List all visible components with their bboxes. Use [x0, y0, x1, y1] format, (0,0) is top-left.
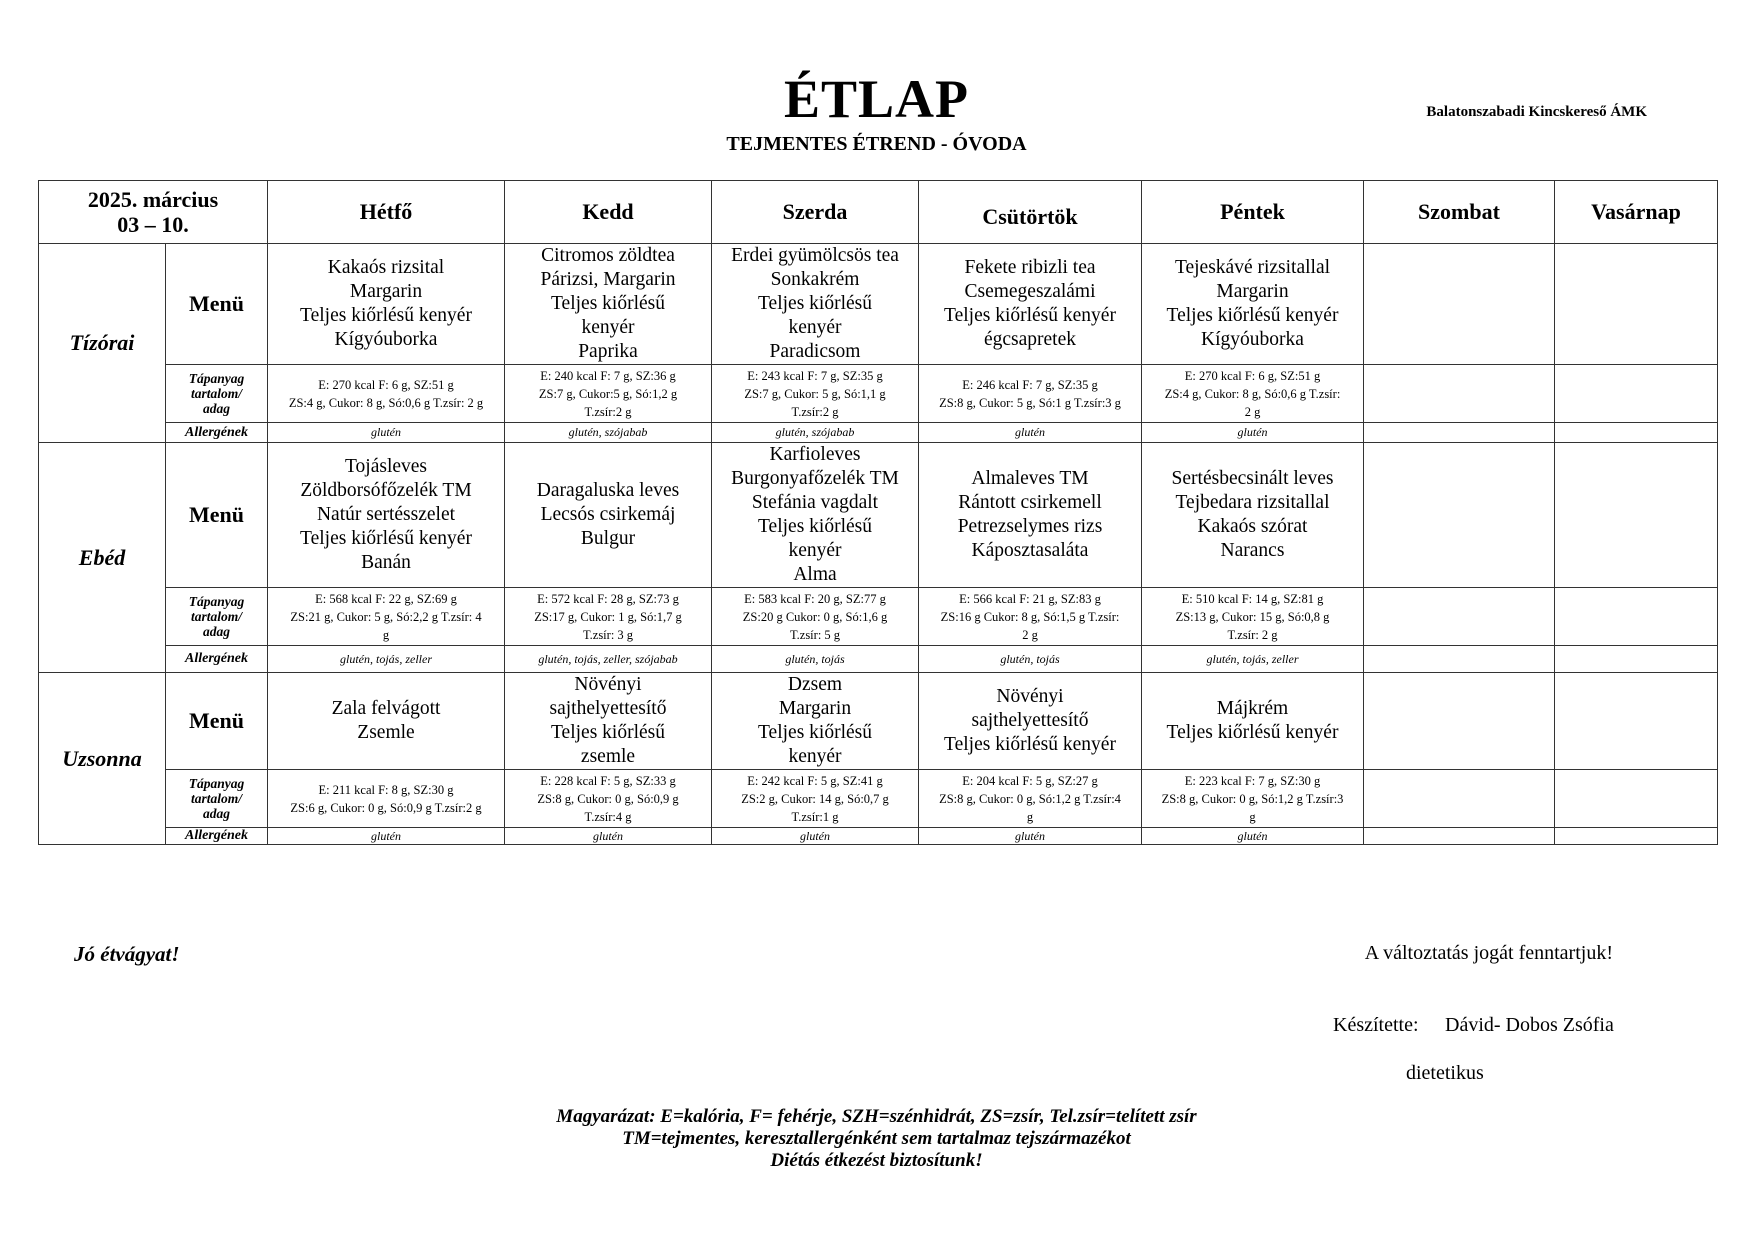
prepared-by	[1333, 1014, 1614, 1037]
nutrition-label-line: Tápanyag	[188, 594, 245, 609]
dish-item: kenyér	[788, 317, 842, 338]
date-month: 2025. március	[87, 187, 219, 212]
disclaimer: A változtatás jogát fenntartjuk!	[1364, 942, 1613, 964]
nutrition-line: g	[382, 627, 390, 642]
page-title: ÉTLAP	[783, 69, 970, 129]
nutrition-line: T.zsír:4 g	[584, 809, 632, 824]
legend-line: TM=tejmentes, keresztallergénként sem tartalmaz tejszármazékot	[622, 1128, 1131, 1149]
dish-item: Májkrém	[1216, 698, 1289, 719]
legend-line: Diétás étkezést biztosítunk!	[770, 1150, 983, 1171]
dish-item: Burgonyafőzelék TM	[731, 468, 899, 489]
allergen-row	[39, 828, 1718, 845]
menu-cell-monday	[268, 244, 505, 365]
allergen-cell-monday: glutén	[268, 423, 505, 443]
nutrition-line: E: 246 kcal F: 7 g, SZ:35 g	[962, 377, 1098, 392]
page-subtitle: TEJMENTES ÉTREND - ÓVODA	[726, 133, 1027, 155]
nutrition-line: ZS:4 g, Cukor: 8 g, Só:0,6 g T.zsír: 2 g	[288, 395, 484, 410]
nutrition-cell-sunday	[1555, 588, 1718, 646]
allergen-cell-friday: glutén, tojás, zeller	[1142, 646, 1364, 673]
menu-cell-saturday	[1364, 673, 1555, 770]
menu-cell-tuesday	[505, 673, 712, 770]
nutrition-cell-monday	[268, 588, 505, 646]
nutrition-line: E: 223 kcal F: 7 g, SZ:30 g	[1184, 773, 1321, 788]
dish-item: kenyér	[788, 746, 842, 767]
allergen-cell-wednesday: glutén	[712, 828, 919, 845]
dish-item: Teljes kiőrlésű	[758, 516, 872, 537]
dish-item: Káposztasaláta	[971, 540, 1089, 561]
dish-item: Teljes kiőrlésű kenyér	[300, 528, 472, 549]
menu-cell-friday	[1142, 244, 1364, 365]
nutrition-line: g	[1026, 809, 1034, 824]
menu-table	[38, 180, 1718, 845]
menu-cell-wednesday	[712, 244, 919, 365]
nutrition-cell-thursday	[919, 770, 1142, 828]
day-header-friday: Péntek	[1142, 181, 1364, 244]
nutrition-line: E: 583 kcal F: 20 g, SZ:77 g	[744, 591, 886, 606]
nutrition-label	[166, 365, 268, 423]
dish-item: Zöldborsófőzelék TM	[300, 480, 472, 501]
allergen-cell-friday: glutén	[1142, 828, 1364, 845]
nutrition-cell-monday	[268, 365, 505, 423]
nutrition-label-line: adag	[203, 401, 230, 416]
allergen-cell-saturday	[1364, 828, 1555, 845]
dish-item: Csemegeszalámi	[964, 281, 1096, 302]
day-header-thursday: Csütörtök	[919, 181, 1142, 244]
allergen-cell-monday: glutén	[268, 828, 505, 845]
menu-row	[39, 673, 1718, 770]
menu-cell-thursday	[919, 443, 1142, 588]
dish-item: sajthelyettesítő	[549, 698, 667, 719]
nutrition-line: E: 242 kcal F: 5 g, SZ:41 g	[747, 773, 883, 788]
nutrition-cell-tuesday	[505, 588, 712, 646]
nutrition-cell-monday	[268, 770, 505, 828]
allergen-row	[39, 646, 1718, 673]
nutrition-line: E: 243 kcal F: 7 g, SZ:35 g	[747, 368, 883, 383]
nutrition-line: E: 572 kcal F: 28 g, SZ:73 g	[537, 591, 679, 606]
nutrition-line: ZS:20 g Cukor: 0 g, Só:1,6 g	[742, 609, 888, 624]
menu-cell-tuesday	[505, 244, 712, 365]
nutrition-line: ZS:8 g, Cukor: 0 g, Só:0,9 g	[537, 791, 679, 806]
dish-item: Dzsem	[787, 674, 843, 695]
dish-item: Tejeskávé rizsitallal	[1174, 257, 1331, 278]
nutrition-cell-thursday	[919, 365, 1142, 423]
allergen-cell-tuesday: glutén, szójabab	[505, 423, 712, 443]
day-header-wednesday: Szerda	[712, 181, 919, 244]
menu-cell-sunday	[1555, 244, 1718, 365]
nutrition-line: E: 566 kcal F: 21 g, SZ:83 g	[959, 591, 1101, 606]
nutrition-cell-thursday	[919, 588, 1142, 646]
menu-cell-wednesday	[712, 443, 919, 588]
menu-cell-sunday	[1555, 443, 1718, 588]
nutrition-line: E: 568 kcal F: 22 g, SZ:69 g	[315, 591, 457, 606]
prepared-by-name: Dávid- Dobos Zsófia	[1445, 1014, 1614, 1036]
dish-item: Bulgur	[580, 528, 636, 549]
nutrition-label-line: Tápanyag	[188, 371, 245, 386]
dish-item: Növényi	[574, 674, 642, 695]
nutrition-line: T.zsír: 3 g	[582, 627, 634, 642]
dish-item: Citromos zöldtea	[541, 245, 675, 266]
nutrition-line: g	[1249, 809, 1256, 824]
menu-cell-sunday	[1555, 673, 1718, 770]
dish-item: Teljes kiőrlésű kenyér	[944, 734, 1116, 755]
nutrition-label-line: adag	[203, 806, 230, 821]
nutrition-line: ZS:8 g, Cukor: 0 g, Só:1,2 g T.zsír:4	[939, 791, 1121, 806]
nutrition-line: E: 204 kcal F: 5 g, SZ:27 g	[962, 773, 1098, 788]
nutrition-line: E: 270 kcal F: 6 g, SZ:51 g	[318, 377, 454, 392]
dish-item: Paprika	[578, 341, 638, 362]
dish-item: Teljes kiőrlésű	[551, 722, 665, 743]
menu-cell-monday	[268, 673, 505, 770]
menu-cell-tuesday	[505, 443, 712, 588]
dish-item: Margarin	[349, 281, 423, 302]
nutrition-line: ZS:16 g Cukor: 8 g, Só:1,5 g T.zsír:	[940, 609, 1120, 624]
nutrition-cell-friday	[1142, 770, 1364, 828]
nutrition-label-line: adag	[203, 624, 230, 639]
nutrition-line: ZS:17 g, Cukor: 1 g, Só:1,7 g	[534, 609, 682, 624]
nutrition-line: ZS:8 g, Cukor: 5 g, Só:1 g T.zsír:3 g	[939, 395, 1121, 410]
nutrition-line: 2 g	[1022, 627, 1038, 642]
dish-item: Kígyóuborka	[1201, 329, 1304, 350]
menu-cell-thursday	[919, 244, 1142, 365]
nutrition-line: T.zsír:2 g	[584, 404, 632, 419]
dish-item: Kakaós rizsital	[327, 257, 445, 278]
menu-cell-monday	[268, 443, 505, 588]
nutrition-cell-saturday	[1364, 365, 1555, 423]
day-header-monday: Hétfő	[268, 181, 505, 244]
nutrition-cell-sunday	[1555, 770, 1718, 828]
dish-item: zsemle	[580, 746, 636, 767]
header-row	[39, 181, 1718, 244]
allergen-label: Allergének	[166, 646, 268, 673]
dish-item: Karfioleves	[769, 444, 861, 465]
menu-row	[39, 244, 1718, 365]
dish-item: Almaleves TM	[971, 468, 1089, 489]
dish-item: kenyér	[581, 317, 635, 338]
nutrition-row	[39, 365, 1718, 423]
preparer-role: dietetikus	[1406, 1062, 1484, 1084]
menu-label: Menü	[166, 443, 268, 588]
dish-item: Daragaluska leves	[536, 480, 680, 501]
menu-cell-friday	[1142, 673, 1364, 770]
nutrition-line: T.zsír: 5 g	[789, 627, 841, 642]
day-header-saturday: Szombat	[1364, 181, 1555, 244]
dish-item: Növényi	[996, 686, 1064, 707]
allergen-label: Allergének	[166, 423, 268, 443]
nutrition-row	[39, 588, 1718, 646]
dish-item: Margarin	[1216, 281, 1289, 302]
dish-item: Fekete ribizli tea	[964, 257, 1096, 278]
allergen-cell-monday: glutén, tojás, zeller	[268, 646, 505, 673]
menu-cell-friday	[1142, 443, 1364, 588]
dish-item: Banán	[361, 552, 411, 573]
nutrition-cell-wednesday	[712, 770, 919, 828]
legend	[0, 1106, 1753, 1172]
menu-cell-saturday	[1364, 443, 1555, 588]
nutrition-line: T.zsír:2 g	[791, 404, 839, 419]
allergen-cell-tuesday: glutén	[505, 828, 712, 845]
dish-item: Narancs	[1220, 540, 1285, 561]
nutrition-label-line: tartalom/	[190, 609, 242, 624]
allergen-cell-sunday	[1555, 423, 1718, 443]
dish-item: Teljes kiőrlésű	[551, 293, 665, 314]
meal-name: Uzsonna	[39, 673, 166, 845]
nutrition-label-line: Tápanyag	[188, 776, 245, 791]
allergen-label: Allergének	[166, 828, 268, 845]
allergen-cell-friday: glutén	[1142, 423, 1364, 443]
meal-name: Tízórai	[39, 244, 166, 443]
dish-item: Petrezselymes rizs	[957, 516, 1103, 537]
nutrition-cell-saturday	[1364, 588, 1555, 646]
allergen-cell-saturday	[1364, 646, 1555, 673]
nutrition-line: ZS:21 g, Cukor: 5 g, Só:2,2 g T.zsír: 4	[290, 609, 482, 624]
dish-item: Teljes kiőrlésű kenyér	[1166, 722, 1339, 743]
menu-cell-thursday	[919, 673, 1142, 770]
dish-item: Sertésbecsinált leves	[1171, 468, 1334, 489]
greeting: Jó étvágyat!	[74, 942, 180, 966]
dish-item: égcsapretek	[983, 329, 1077, 350]
allergen-cell-wednesday: glutén, szójabab	[712, 423, 919, 443]
nutrition-label-line: tartalom/	[190, 791, 242, 806]
nutrition-line: ZS:13 g, Cukor: 15 g, Só:0,8 g	[1175, 609, 1330, 624]
menu-label: Menü	[166, 673, 268, 770]
dish-item: Teljes kiőrlésű	[758, 293, 872, 314]
dish-item: Kígyóuborka	[334, 329, 438, 350]
nutrition-cell-tuesday	[505, 365, 712, 423]
dish-item: Tejbedara rizsitallal	[1175, 492, 1330, 513]
allergen-cell-sunday	[1555, 646, 1718, 673]
nutrition-line: T.zsír:1 g	[791, 809, 839, 824]
nutrition-line: E: 228 kcal F: 5 g, SZ:33 g	[540, 773, 676, 788]
nutrition-line: ZS:7 g, Cukor:5 g, Só:1,2 g	[538, 386, 678, 401]
allergen-row	[39, 423, 1718, 443]
dish-item: Lecsós csirkemáj	[540, 504, 676, 525]
dish-item: Párizsi, Margarin	[540, 269, 676, 290]
prepared-by-label: Készítette:	[1333, 1014, 1419, 1036]
dish-item: Tojásleves	[344, 456, 428, 477]
nutrition-line: E: 270 kcal F: 6 g, SZ:51 g	[1184, 368, 1321, 383]
nutrition-cell-wednesday	[712, 365, 919, 423]
nutrition-line: ZS:2 g, Cukor: 14 g, Só:0,7 g	[741, 791, 889, 806]
nutrition-line: E: 211 kcal F: 8 g, SZ:30 g	[318, 782, 454, 797]
menu-label: Menü	[166, 244, 268, 365]
allergen-cell-sunday	[1555, 828, 1718, 845]
dish-item: Margarin	[778, 698, 852, 719]
dish-item: Stefánia vagdalt	[751, 492, 879, 513]
dish-item: Paradicsom	[769, 341, 861, 362]
nutrition-line: ZS:4 g, Cukor: 8 g, Só:0,6 g T.zsír:	[1164, 386, 1341, 401]
dish-item: Sonkakrém	[770, 269, 860, 290]
day-header-tuesday: Kedd	[505, 181, 712, 244]
date-range	[39, 181, 268, 244]
nutrition-label	[166, 770, 268, 828]
dish-item: Teljes kiőrlésű kenyér	[300, 305, 472, 326]
nutrition-label	[166, 588, 268, 646]
allergen-cell-wednesday: glutén, tojás	[712, 646, 919, 673]
menu-cell-wednesday	[712, 673, 919, 770]
dish-item: sajthelyettesítő	[971, 710, 1089, 731]
nutrition-cell-wednesday	[712, 588, 919, 646]
dish-item: Zsemle	[357, 722, 415, 743]
nutrition-line: 2 g	[1244, 404, 1261, 419]
nutrition-label-line: tartalom/	[190, 386, 242, 401]
dish-item: Kakaós szórat	[1197, 516, 1308, 537]
dish-item: Alma	[793, 564, 837, 585]
meal-name: Ebéd	[39, 443, 166, 673]
dish-item: Erdei gyümölcsös tea	[731, 245, 899, 266]
nutrition-cell-friday	[1142, 588, 1364, 646]
allergen-cell-thursday: glutén, tojás	[919, 646, 1142, 673]
dish-item: Rántott csirkemell	[958, 492, 1102, 513]
dish-item: kenyér	[788, 540, 842, 561]
menu-row	[39, 443, 1718, 588]
dish-item: Natúr sertésszelet	[316, 504, 456, 525]
allergen-cell-thursday: glutén	[919, 828, 1142, 845]
nutrition-cell-tuesday	[505, 770, 712, 828]
nutrition-line: ZS:7 g, Cukor: 5 g, Só:1,1 g	[744, 386, 886, 401]
dish-item: Teljes kiőrlésű	[758, 722, 872, 743]
nutrition-line: ZS:6 g, Cukor: 0 g, Só:0,9 g T.zsír:2 g	[290, 800, 482, 815]
menu-cell-saturday	[1364, 244, 1555, 365]
date-days: 03 – 10.	[117, 212, 189, 237]
nutrition-cell-saturday	[1364, 770, 1555, 828]
nutrition-line: E: 240 kcal F: 7 g, SZ:36 g	[540, 368, 676, 383]
nutrition-row	[39, 770, 1718, 828]
nutrition-line: T.zsír: 2 g	[1227, 627, 1278, 642]
nutrition-cell-sunday	[1555, 365, 1718, 423]
nutrition-line: E: 510 kcal F: 14 g, SZ:81 g	[1181, 591, 1324, 606]
day-header-sunday: Vasárnap	[1555, 181, 1718, 244]
nutrition-line: ZS:8 g, Cukor: 0 g, Só:1,2 g T.zsír:3	[1161, 791, 1344, 806]
allergen-cell-saturday	[1364, 423, 1555, 443]
organization-name: Balatonszabadi Kincskereső ÁMK	[1426, 104, 1647, 120]
legend-line: Magyarázat: E=kalória, F= fehérje, SZH=szénhidrát, ZS=zsír, Tel.zsír=telített zsír	[556, 1106, 1197, 1127]
dish-item: Teljes kiőrlésű kenyér	[1166, 305, 1339, 326]
allergen-cell-thursday: glutén	[919, 423, 1142, 443]
nutrition-cell-friday	[1142, 365, 1364, 423]
dish-item: Teljes kiőrlésű kenyér	[944, 305, 1116, 326]
dish-item: Zala felvágott	[331, 698, 441, 719]
allergen-cell-tuesday: glutén, tojás, zeller, szójabab	[505, 646, 712, 673]
